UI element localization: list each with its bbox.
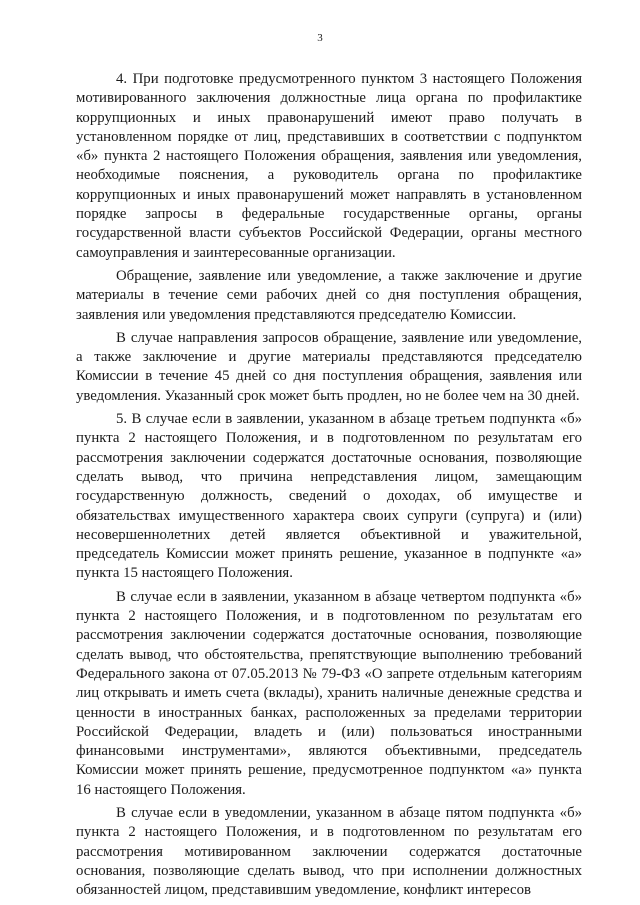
document-body — [76, 70, 582, 904]
paragraph-submission-terms: Обращение, заявление или уведомление, а также заключение и другие материалы в течение семи рабочих дней со дня поступления обращения, заявления или уведомления представляются председателю Комиссии. — [76, 267, 582, 323]
paragraph-request-terms: В случае направления запросов обращение, заявление или уведомление, а также заключение и другие материалы представляются председателю Комиссии в течение 45 дней со дня поступления обращения, заявления или уведомления. Указанный срок может быть продлен, но не более чем на 30 дней. — [76, 329, 582, 404]
paragraph-item-5: 5. В случае если в заявлении, указанном в абзаце третьем подпункта «б» пункта 2 настоящего Положения, и в подготовленном по результатам его рассмотрения заключении содержатся достаточные основания, позволяющие сделать вывод, что причина непредставления лицом, замещающим государственную должность, сведений о доходах, об имуществе и обязательствах имущественного характера своих супруги (супруга) и (или) несовершеннолетних детей является объективной и уважительной, председатель Комиссии может принять решение, указанное в подпункте «а» пункта 15 настоящего Положения. — [76, 411, 582, 582]
page-number: 3 — [317, 32, 323, 44]
paragraph-foreign-accounts: В случае если в заявлении, указанном в абзаце четвертом подпункта «б» пункта 2 настоящего Положения, и в подготовленном по результатам его рассмотрения заключении содержатся достаточные основания, позволяющие сделать вывод, что обстоятельства, препятствующие выполнению требований Федерального закона от 07.05.2013 № 79-ФЗ «О запрете отдельным категориям лиц открывать и иметь счета (вклады), хранить наличные денежные средства и ценности в иностранных банках, расположенных за пределами территории Российской Федерации, владеть и (или) пользоваться иностранными финансовыми инструментами», являются объективными, председатель Комиссии может принять решение, предусмотренное подпунктом «а» пункта 16 настоящего Положения. — [76, 588, 582, 798]
paragraph-conflict-of-interest: В случае если в уведомлении, указанном в абзаце пятом подпункта «б» пункта 2 настоящего Положения, и в подготовленном по результатам его рассмотрения мотивированном заключении содержатся достаточные основания, позволяющие сделать вывод, что при исполнении должностных обязанностей лицом, представившим уведомление, конфликт интересов — [76, 804, 582, 899]
paragraph-item-4: 4. При подготовке предусмотренного пунктом 3 настоящего Положения мотивированного заключения должностные лица органа по профилактике коррупционных и иных правонарушений имеют право получать в установленном порядке от лиц, представивших в соответствии с подпунктом «б» пункта 2 настоящего Положения обращения, заявления или уведомления, необходимые пояснения, а руководитель органа по профилактике коррупционных и иных правонарушений может направлять в установленном порядке запросы в федеральные государственные органы, органы государственной власти субъектов Российской Федерации, органы местного самоуправления и заинтересованные организации. — [76, 71, 582, 261]
